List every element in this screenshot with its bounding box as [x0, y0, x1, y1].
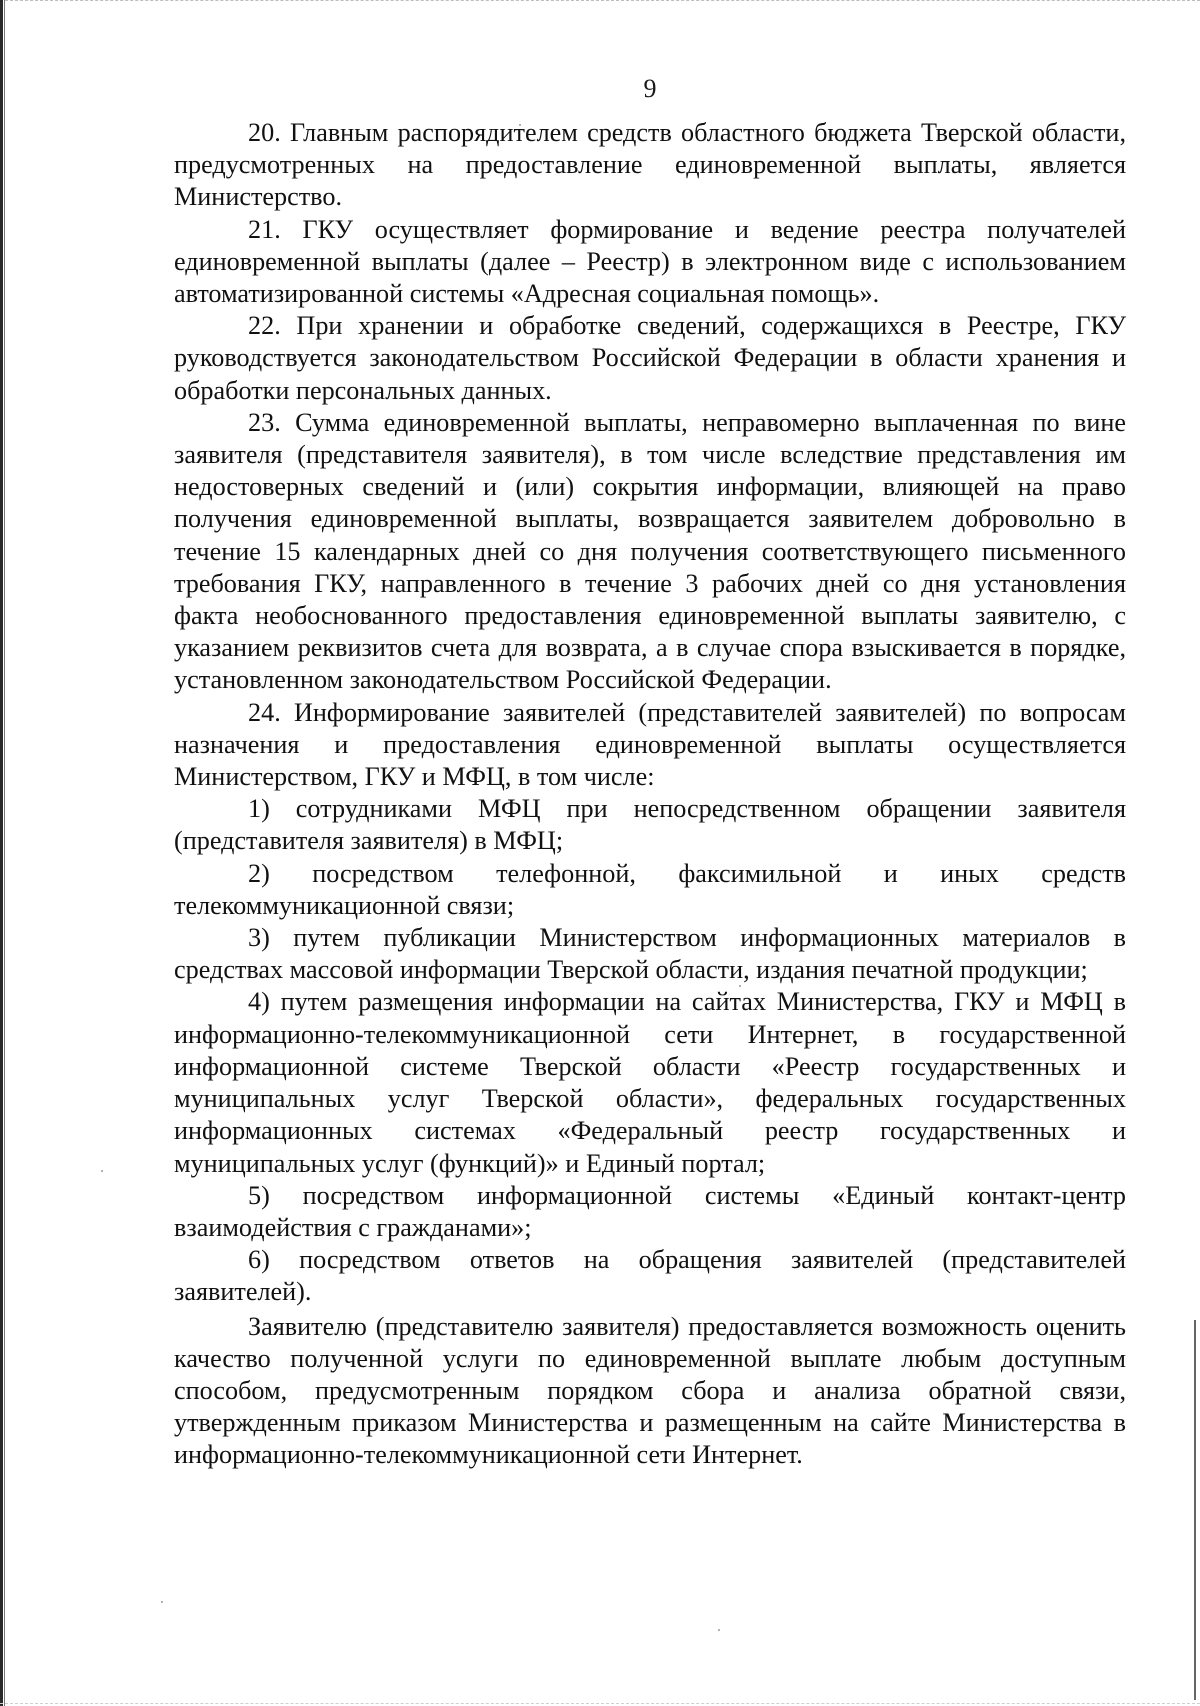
scan-speck — [718, 1629, 720, 1631]
page-number: 9 — [643, 74, 657, 103]
document-body — [174, 117, 1126, 1472]
scan-bottom-border — [0, 1702, 1200, 1704]
list-item-5: 5) посредством информационной системы «Единый контакт-центр взаимодействия с гражданами»; — [174, 1180, 1126, 1242]
paragraph-23: 23. Сумма единовременной выплаты, неправомерно выплаченная по вине заявителя (представителя заявителя), в том числе вследствие представления им недостоверных сведений и (или) сокрытия информации, влияющей на право получения единовременной выплаты, возвращается заявителем добровольно в течение 15 календарных дней со дня получения соответствующего письменного требования ГКУ, направленного в течение 3 рабочих дней со дня установления факта необоснованного предоставления единовременной выплаты заявителю, с указанием реквизитов счета для возврата, а в случае спора взыскивается в порядке, установленном законодательством Российской Федерации. — [174, 407, 1126, 695]
scan-speck — [101, 1170, 103, 1172]
paragraph-20: 20. Главным распорядителем средств областного бюджета Тверской области, предусмотренных на предоставление единовременной выплаты, является Министерство. — [174, 118, 1126, 212]
scan-speck — [161, 1601, 163, 1603]
list-item-1: 1) сотрудниками МФЦ при непосредственном обращении заявителя (представителя заявителя) в МФЦ; — [174, 794, 1126, 856]
scan-left-edge — [0, 0, 3, 1706]
scan-top-border — [0, 0, 1200, 3]
list-item-3: 3) путем публикации Министерством информационных материалов в средствах массовой информации Тверской области, издания печатной продукции; — [174, 923, 1126, 985]
paragraph-24: 24. Информирование заявителей (представителей заявителей) по вопросам назначения и предоставления единовременной выплаты осуществляется Министерством, ГКУ и МФЦ, в том числе: — [174, 697, 1126, 792]
scan-right-edge — [1194, 1320, 1196, 1700]
list-item-2: 2) посредством телефонной, факсимильной и иных средств телекоммуникационной связи; — [174, 858, 1126, 920]
paragraph-22: 22. При хранении и обработке сведений, содержащихся в Реестре, ГКУ руководствуется законодательством Российской Федерации в области хранения и обработки персональных данных. — [174, 311, 1126, 405]
list-item-4: 4) путем размещения информации на сайтах Министерства, ГКУ и МФЦ в информационно-телекоммуникационной сети Интернет, в государственной информационной системе Тверской области «Реестр государственных и муниципальных услуг Тверской области», федеральных государственных информационных системах «Федеральный реестр государственных и муниципальных услуг (функций)» и Единый портал; — [174, 987, 1126, 1178]
scan-left-edge-shadow — [4, 0, 5, 1706]
list-item-6: 6) посредством ответов на обращения заявителей (представителей заявителей). — [174, 1245, 1126, 1307]
paragraph-feedback: Заявителю (представителю заявителя) предоставляется возможность оценить качество полученной услуги по единовременной выплате любым доступным способом, предусмотренным порядком сбора и анализа обратной связи, утвержденным приказом Министерства и размещенным на сайте Министерства в информационно-телекоммуникационной сети Интернет. — [174, 1311, 1126, 1470]
paragraph-21: 21. ГКУ осуществляет формирование и ведение реестра получателей единовременной выплаты (далее – Реестр) в электронном виде с использованием автоматизированной системы «Адресная социальная помощь». — [174, 214, 1126, 309]
